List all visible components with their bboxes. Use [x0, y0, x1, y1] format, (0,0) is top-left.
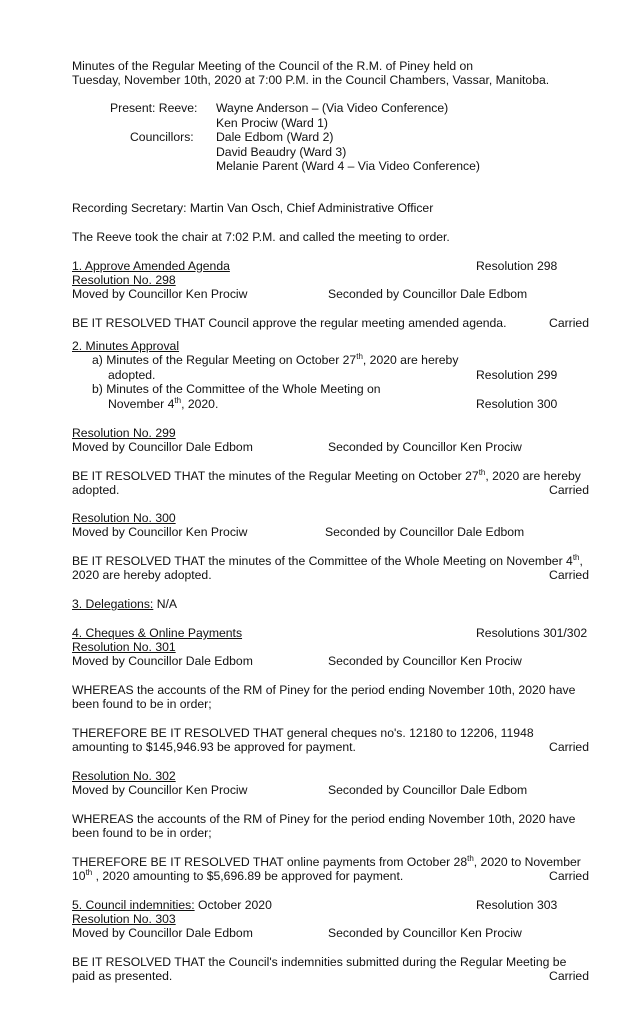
councillors-label: Councillors:: [130, 130, 194, 144]
resolution-text-303-cont: paid as presented.: [72, 969, 173, 983]
whereas-302: WHEREAS the accounts of the RM of Piney for the period ending November 10th, 2020 have: [72, 812, 576, 826]
section-4-heading: 4. Cheques & Online Payments: [72, 626, 243, 640]
recording-secretary: Recording Secretary: Martin Van Osch, Chief Administrative Officer: [72, 201, 434, 215]
minutes-item-a-ref: Resolution 299: [476, 368, 558, 382]
section-5: [72, 898, 272, 913]
seconded-by-302: Seconded by Councillor Dale Edbom: [328, 783, 528, 797]
resolution-text-300: BE IT RESOLVED THAT the minutes of the Committee of the Whole Meeting on November 4th,: [72, 552, 583, 568]
seconded-by-301: Seconded by Councillor Ken Prociw: [328, 654, 522, 668]
section-1-heading: 1. Approve Amended Agenda: [72, 259, 230, 273]
minutes-item-b: b) Minutes of the Committee of the Whole Meeting on: [92, 382, 381, 396]
section-5-value: October 2020: [194, 898, 272, 912]
moved-by-298: Moved by Councillor Ken Prociw: [72, 287, 248, 301]
moved-by-303: Moved by Councillor Dale Edbom: [72, 926, 253, 940]
therefore-301-cont: amounting to $145,946.93 be approved for payment.: [72, 740, 356, 754]
resolution-number-298: Resolution No. 298: [72, 273, 176, 287]
therefore-302: THEREFORE BE IT RESOLVED THAT online payments from October 28th, 2020 to November: [72, 853, 581, 869]
seconded-by-299: Seconded by Councillor Ken Prociw: [328, 440, 522, 454]
seconded-by-298: Seconded by Councillor Dale Edbom: [328, 287, 528, 301]
carried-301: Carried: [549, 740, 589, 754]
resolution-text-299-cont: adopted.: [72, 483, 120, 497]
resolution-number-302: Resolution No. 302: [72, 769, 176, 783]
minutes-item-a-cont: adopted.: [108, 368, 156, 382]
section-5-heading: 5. Council indemnities:: [72, 898, 195, 912]
moved-by-301: Moved by Councillor Dale Edbom: [72, 654, 253, 668]
therefore-302-cont: 10th , 2020 amounting to $5,696.89 be approved for payment.: [72, 867, 404, 883]
section-3-value: N/A: [153, 597, 178, 611]
attendee: Dale Edbom (Ward 2): [216, 130, 334, 144]
carried-302: Carried: [549, 869, 589, 883]
attendee: Melanie Parent (Ward 4 – Via Video Conference): [216, 159, 480, 173]
call-to-order: The Reeve took the chair at 7:02 P.M. and called the meeting to order.: [72, 230, 450, 244]
whereas-302-cont: been found to be in order;: [72, 826, 212, 840]
seconded-by-303: Seconded by Councillor Ken Prociw: [328, 926, 522, 940]
section-1-resolution-ref: Resolution 298: [476, 259, 558, 273]
moved-by-300: Moved by Councillor Ken Prociw: [72, 525, 248, 539]
attendee: Ken Prociw (Ward 1): [216, 116, 328, 130]
attendee: David Beaudry (Ward 3): [216, 145, 347, 159]
resolution-number-299: Resolution No. 299: [72, 426, 176, 440]
resolution-text-303: BE IT RESOLVED THAT the Council's indemnities submitted during the Regular Meeting be: [72, 955, 567, 969]
resolution-number-301: Resolution No. 301: [72, 640, 176, 654]
minutes-item-b-ref: Resolution 300: [476, 397, 558, 411]
resolution-text-299: BE IT RESOLVED THAT the minutes of the Regular Meeting on October 27th, 2020 are hereby: [72, 467, 581, 483]
resolution-number-300: Resolution No. 300: [72, 511, 176, 525]
resolution-text-300-cont: 2020 are hereby adopted.: [72, 568, 212, 582]
therefore-301: THEREFORE BE IT RESOLVED THAT general cheques no's. 12180 to 12206, 11948: [72, 726, 534, 740]
whereas-301-cont: been found to be in order;: [72, 697, 212, 711]
resolution-text-298: BE IT RESOLVED THAT Council approve the regular meeting amended agenda.: [72, 316, 507, 330]
carried-300: Carried: [549, 568, 589, 582]
minutes-item-b-cont: November 4th, 2020.: [108, 395, 219, 411]
resolution-number-303: Resolution No. 303: [72, 912, 176, 926]
header-line-1: Minutes of the Regular Meeting of the Council of the R.M. of Piney held on: [72, 59, 474, 73]
header-line-2: Tuesday, November 10th, 2020 at 7:00 P.M. in the Council Chambers, Vassar, Manitoba.: [72, 73, 550, 87]
attendee: Wayne Anderson – (Via Video Conference): [216, 101, 449, 115]
section-4-resolution-ref: Resolutions 301/302: [476, 626, 588, 640]
minutes-item-a: a) Minutes of the Regular Meeting on October 27th, 2020 are hereby: [92, 351, 459, 367]
carried-303: Carried: [549, 969, 589, 983]
whereas-301: WHEREAS the accounts of the RM of Piney for the period ending November 10th, 2020 have: [72, 683, 576, 697]
section-2-heading: 2. Minutes Approval: [72, 339, 180, 353]
present-label: Present: Reeve:: [110, 101, 198, 115]
section-3-heading: 3. Delegations:: [72, 597, 154, 611]
section-5-resolution-ref: Resolution 303: [476, 898, 558, 912]
carried-298: Carried: [549, 316, 589, 330]
section-3: [72, 597, 177, 612]
moved-by-299: Moved by Councillor Dale Edbom: [72, 440, 253, 454]
carried-299: Carried: [549, 483, 589, 497]
seconded-by-300: Seconded by Councillor Dale Edbom: [325, 525, 525, 539]
moved-by-302: Moved by Councillor Ken Prociw: [72, 783, 248, 797]
